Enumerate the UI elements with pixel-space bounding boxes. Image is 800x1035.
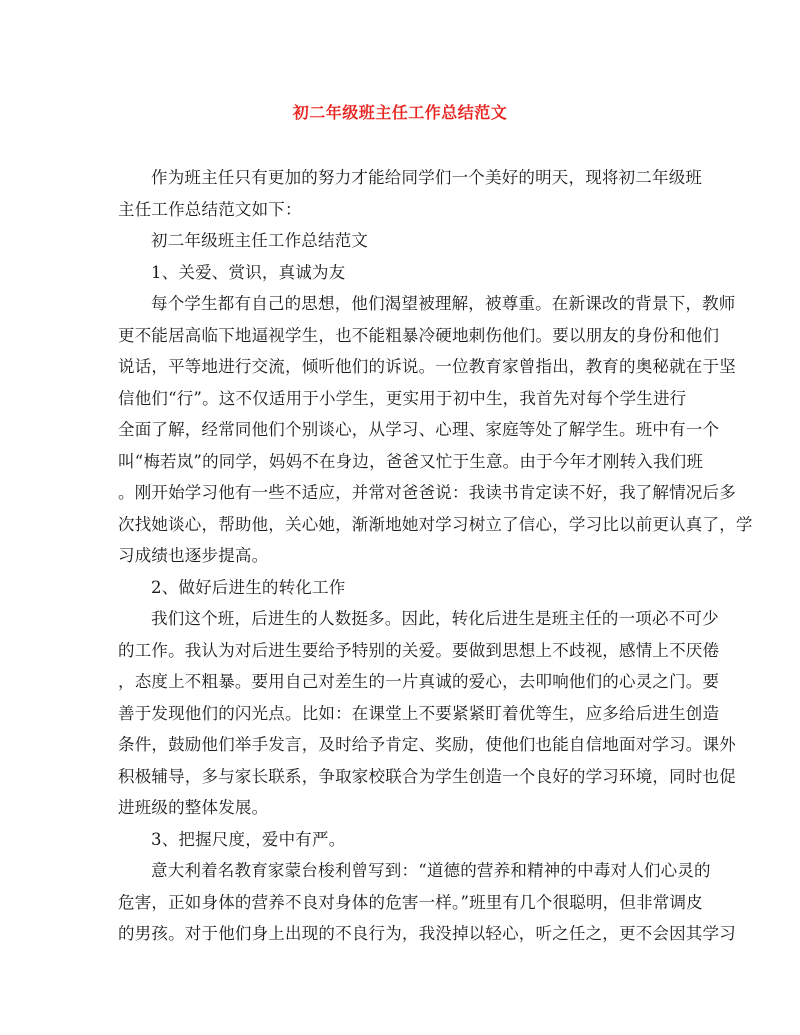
paragraph-line: 每个学生都有自己的思想，他们渴望被理解，被尊重。在新课改的背景下，教师 [151,294,736,313]
paragraph-line: 更不能居高临下地逼视学生，也不能粗暴冷硬地刺伤他们。要以朋友的身份和他们 [118,325,720,345]
paragraph-line: 叫“梅若岚”的同学，妈妈不在身边，爸爸又忙于生意。由于今年才刚转入我们班 [118,451,704,471]
paragraph-line: 我们这个班，后进生的人数挺多。因此，转化后进生是班主任的一项必不可少 [151,609,719,628]
paragraph-line: 作为班主任只有更加的努力才能给同学们一个美好的明天，现将初二年级班 [151,168,703,187]
paragraph-line: 危害，正如身体的营养不良对身体的危害一样。”班里有几个很聪明，但非常调皮 [118,892,703,912]
document-title: 初二年级班主任工作总结范文 [292,103,508,122]
paragraph-line: 信他们“行”。这不仅适用于小学生，更实用于初中生，我首先对每个学生进行 [118,388,687,408]
paragraph-line: 积极辅导，多与家长联系，争取家校联合为学生创造一个良好的学习环境，同时也促 [118,766,736,786]
paragraph-line: 全面了解，经常同他们个别谈心，从学习、心理、家庭等处了解学生。班中有一个 [118,420,720,439]
paragraph-line: 。刚开始学习他有一些不适应，并常对爸爸说：我读书肯定读不好，我了解情况后多 [118,483,736,502]
paragraph-line: 的男孩。对于他们身上出现的不良行为，我没掉以轻心，听之任之，更不会因其学习 [118,924,736,943]
paragraph-line: 意大利着名教育家蒙台梭利曾写到：“道德的营养和精神的中毒对人们心灵的 [151,861,711,880]
paragraph-line: 习成绩也逐步提高。 [118,546,269,565]
paragraph-line: ，态度上不粗暴。要用自己对差生的一片真诚的爱心，去叩响他们的心灵之门。要 [118,672,720,691]
paragraph-line: 的工作。我认为对后进生要给予特别的关爱。要做到思想上不歧视，感情上不厌倦 [118,640,720,660]
paragraph-line: 条件，鼓励他们举手发言，及时给予肯定、奖励，使他们也能自信地面对学习。课外 [118,735,736,754]
paragraph-line: 善于发现他们的闪光点。比如：在课堂上不要紧紧盯着优等生，应多给后进生创造 [118,703,720,723]
paragraph-line: 主任工作总结范文如下： [118,199,302,219]
paragraph-line: 进班级的整体发展。 [118,798,269,817]
section-heading: 2、做好后进生的转化工作 [151,577,346,597]
section-heading: 3、把握尺度，爱中有严。 [151,829,346,849]
document-body [118,162,753,950]
paragraph-line: 次找她谈心，帮助他，关心她，渐渐地她对学习树立了信心，学习比以前更认真了，学 [118,514,753,534]
subtitle-line: 初二年级班主任工作总结范文 [151,231,369,250]
section-heading: 1、关爱、赏识，真诚为友 [151,262,346,282]
paragraph-line: 说话，平等地进行交流，倾听他们的诉说。一位教育家曾指出，教育的奥秘就在于坚 [118,357,736,376]
